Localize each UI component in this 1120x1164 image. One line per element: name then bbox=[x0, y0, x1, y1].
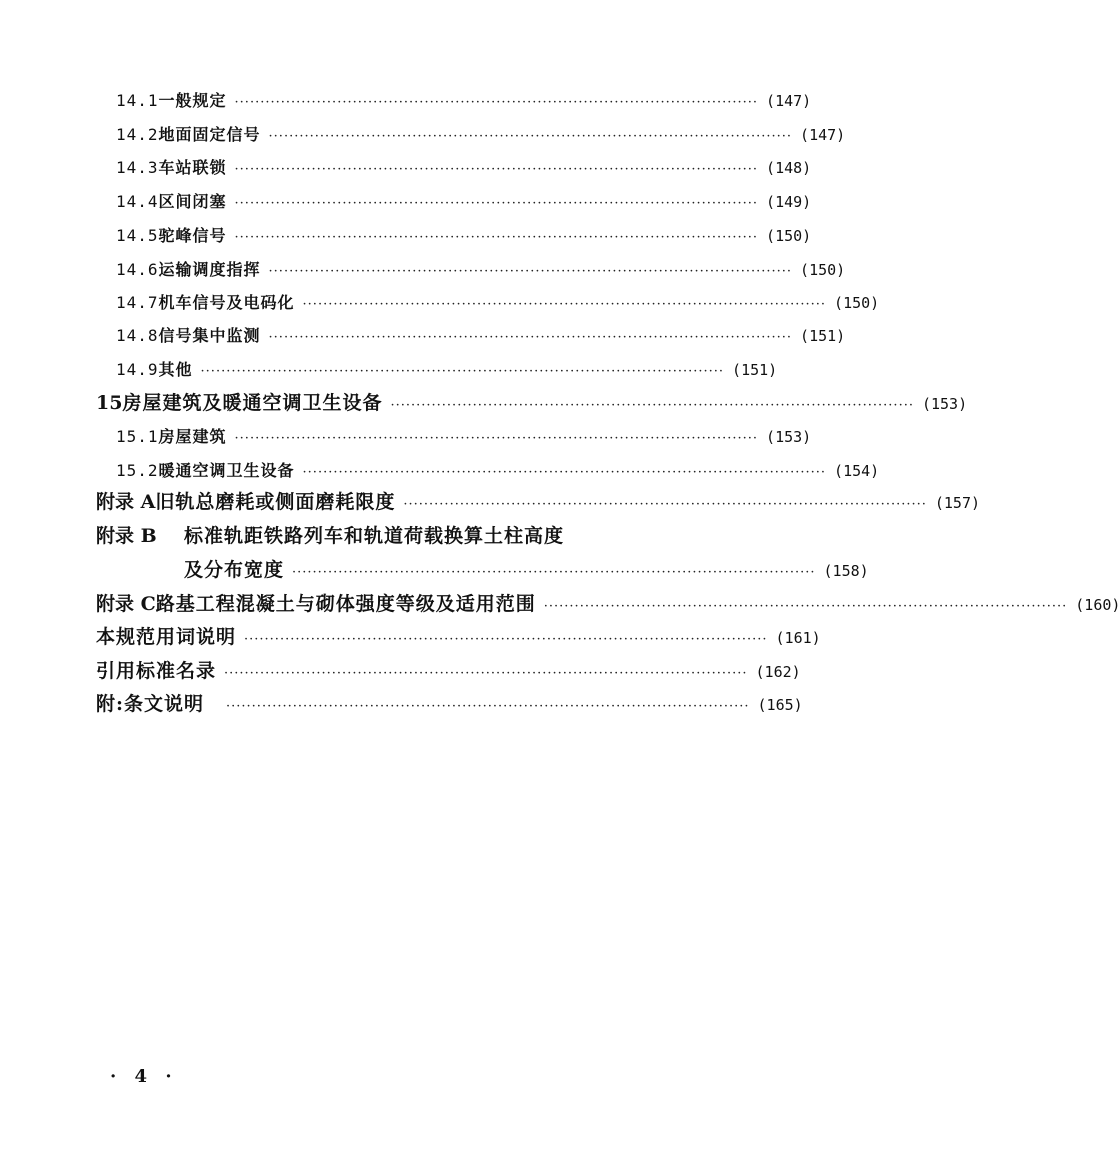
toc-entry[interactable] bbox=[116, 88, 812, 111]
entry-title: 房屋建筑 bbox=[158, 427, 227, 446]
entry-title: 区间闭塞 bbox=[158, 192, 227, 211]
entry-title: 车站联锁 bbox=[158, 158, 227, 177]
toc-entry-explanation[interactable] bbox=[96, 689, 803, 716]
entry-page: (151) bbox=[732, 361, 778, 379]
toc-appendix[interactable] bbox=[96, 521, 724, 548]
dot-leader: ······································································································ bbox=[234, 431, 759, 446]
toc-appendix[interactable] bbox=[96, 487, 981, 514]
entry-page: (148) bbox=[766, 159, 812, 177]
dot-leader: ······································································································ bbox=[234, 196, 759, 211]
dot-leader: ······································································································ bbox=[403, 497, 927, 512]
chapter-title: 房屋建筑及暖通空调卫生设备 bbox=[122, 392, 383, 414]
toc-entry[interactable] bbox=[116, 257, 846, 280]
entry-page: (153) bbox=[921, 395, 968, 413]
dot-leader: ······································································································ bbox=[234, 230, 759, 245]
appendix-title: 路基工程混凝土与砌体强度等级及适用范围 bbox=[155, 593, 536, 615]
entry-title: 运输调度指挥 bbox=[158, 260, 261, 279]
entry-number: 14.9 bbox=[116, 360, 159, 379]
dot-leader: ······································································································ bbox=[302, 297, 827, 312]
toc-entry[interactable] bbox=[116, 189, 812, 212]
entry-page: (147) bbox=[800, 126, 846, 144]
entry-number: 15.2 bbox=[116, 461, 159, 480]
toc-appendix[interactable] bbox=[96, 589, 1120, 616]
entry-page: (149) bbox=[766, 193, 812, 211]
entry-page: (158) bbox=[823, 562, 869, 580]
entry-page: (153) bbox=[766, 428, 812, 446]
dot-leader: ······································································································ bbox=[390, 398, 914, 413]
page-number: · 4 · bbox=[110, 1066, 178, 1087]
toc-entry[interactable] bbox=[116, 357, 778, 380]
entry-number: 15.1 bbox=[116, 427, 159, 446]
entry-title: 引用标准名录 bbox=[96, 660, 217, 682]
entry-title: 一般规定 bbox=[158, 91, 227, 110]
entry-title: 驼峰信号 bbox=[158, 226, 227, 245]
entry-number: 14.4 bbox=[116, 192, 159, 211]
toc-entry[interactable] bbox=[116, 323, 846, 346]
toc-entry[interactable] bbox=[116, 458, 880, 481]
entry-title: 信号集中监测 bbox=[158, 326, 261, 345]
entry-number: 14.2 bbox=[116, 125, 159, 144]
chapter-number: 15 bbox=[96, 392, 123, 414]
toc-entry-references[interactable] bbox=[96, 656, 801, 683]
entry-page: (147) bbox=[766, 92, 812, 110]
dot-leader: ······································································································ bbox=[224, 666, 748, 681]
entry-title: 附:条文说明 bbox=[96, 693, 205, 715]
entry-number: 14.7 bbox=[116, 293, 159, 312]
toc-entry[interactable] bbox=[116, 424, 812, 447]
toc-chapter[interactable] bbox=[96, 388, 968, 415]
appendix-title-continuation: 及分布宽度 bbox=[184, 559, 285, 581]
dot-leader: ······································································································ bbox=[268, 129, 793, 144]
entry-page: (150) bbox=[766, 227, 812, 245]
entry-page: (154) bbox=[834, 462, 880, 480]
entry-page: (160) bbox=[1075, 596, 1120, 614]
dot-leader: ······································································································ bbox=[234, 162, 759, 177]
appendix-number: 附录 C bbox=[96, 593, 156, 615]
entry-page: (150) bbox=[834, 294, 880, 312]
entry-title: 机车信号及电码化 bbox=[158, 293, 295, 312]
toc-entry[interactable] bbox=[116, 155, 812, 178]
entry-page: (151) bbox=[800, 327, 846, 345]
dot-leader: ······································································································ bbox=[244, 632, 768, 647]
dot-leader: ······································································································ bbox=[543, 599, 1068, 614]
entry-number: 14.6 bbox=[116, 260, 159, 279]
entry-title: 其他 bbox=[158, 360, 193, 379]
dot-leader: ······································································································ bbox=[234, 95, 759, 110]
entry-page: (161) bbox=[775, 629, 821, 647]
toc-entry[interactable] bbox=[116, 223, 812, 246]
entry-title: 暖通空调卫生设备 bbox=[158, 461, 295, 480]
entry-page: (162) bbox=[755, 663, 801, 681]
dot-leader: ······································································································ bbox=[268, 330, 793, 345]
entry-title: 本规范用词说明 bbox=[96, 626, 237, 648]
entry-number: 14.3 bbox=[116, 158, 159, 177]
dot-leader: ······································································································ bbox=[226, 699, 750, 714]
appendix-number: 附录 B bbox=[96, 525, 157, 547]
appendix-title: 标准轨距铁路列车和轨道荷载换算土柱高度 bbox=[184, 525, 565, 547]
entry-number: 14.5 bbox=[116, 226, 159, 245]
entry-number: 14.1 bbox=[116, 91, 159, 110]
dot-leader: ······································································································ bbox=[292, 565, 816, 580]
toc-entry[interactable] bbox=[116, 290, 880, 313]
dot-leader: ······································································································ bbox=[302, 465, 827, 480]
appendix-title: 旧轨总磨耗或侧面磨耗限度 bbox=[155, 491, 396, 513]
entry-page: (165) bbox=[757, 696, 803, 714]
dot-leader: ······································································································ bbox=[268, 264, 793, 279]
entry-page: (157) bbox=[934, 494, 981, 512]
toc-entry-usage[interactable] bbox=[96, 622, 821, 649]
entry-number: 14.8 bbox=[116, 326, 159, 345]
toc-entry[interactable] bbox=[116, 122, 846, 145]
entry-title: 地面固定信号 bbox=[158, 125, 261, 144]
dot-leader: ······································································································ bbox=[200, 364, 725, 379]
toc-appendix-continuation[interactable] bbox=[184, 555, 869, 582]
entry-page: (150) bbox=[800, 261, 846, 279]
appendix-number: 附录 A bbox=[96, 491, 156, 513]
